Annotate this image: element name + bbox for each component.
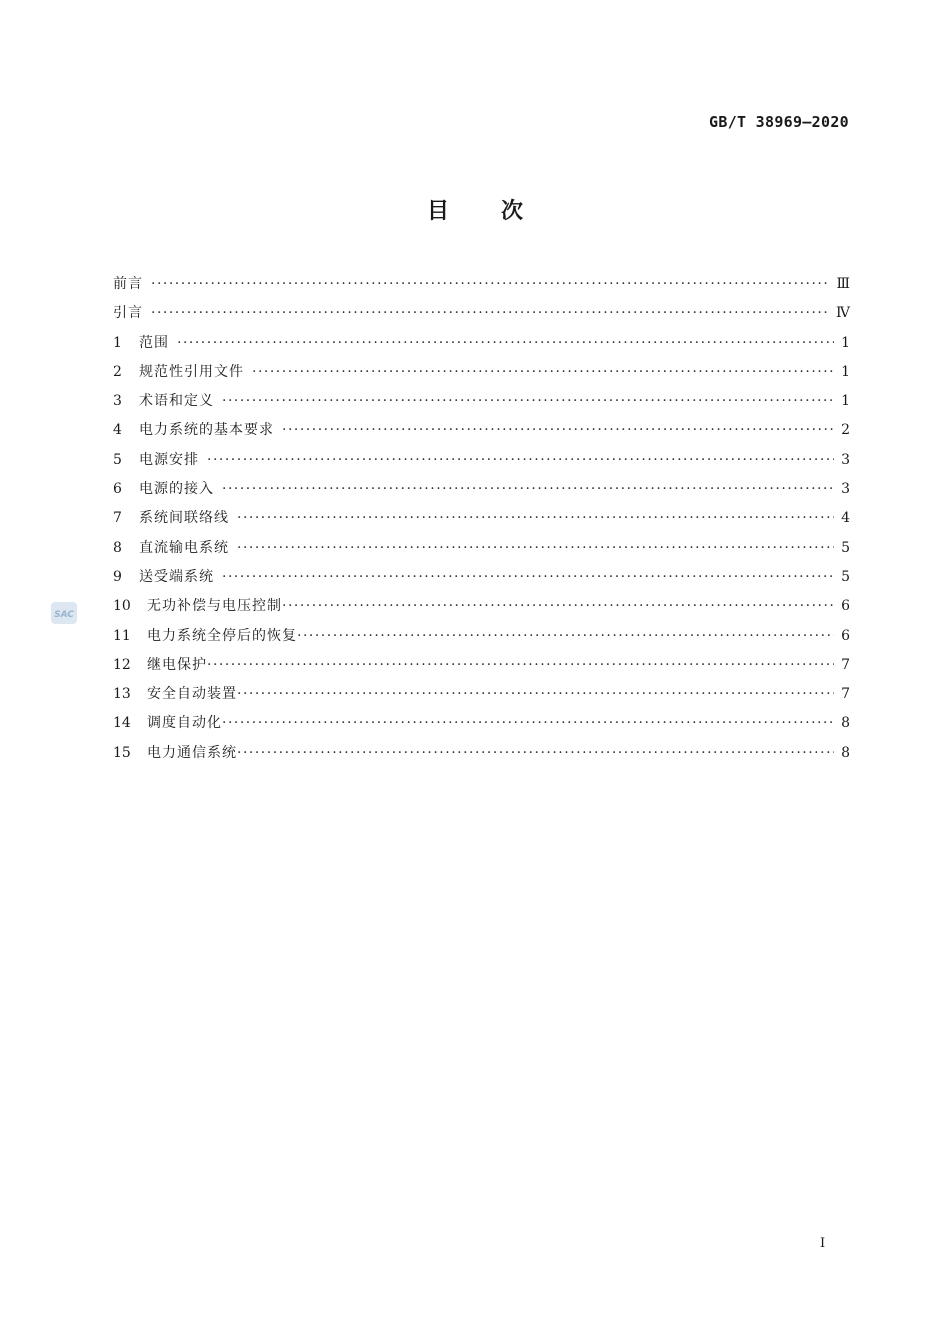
toc-entry-number: 2 bbox=[113, 363, 122, 380]
toc-entry-number: 13 bbox=[113, 686, 131, 703]
toc-entry-number: 1 bbox=[113, 334, 122, 351]
toc-leader-dots bbox=[222, 387, 834, 416]
toc-entry-15[interactable] bbox=[113, 739, 850, 768]
standard-number: GB/T 38969—2020 bbox=[709, 113, 849, 131]
toc-entry-number: 7 bbox=[113, 510, 122, 527]
toc-entry-page: 4 bbox=[841, 510, 850, 527]
toc-entry-number: 3 bbox=[113, 393, 122, 410]
toc-entry-label: 电力通信系统 bbox=[147, 744, 237, 761]
toc-entry-page: 2 bbox=[841, 422, 850, 439]
toc-entry-11[interactable] bbox=[113, 622, 850, 651]
toc-entry-label: 电源安排 bbox=[139, 451, 199, 468]
toc-entry-10[interactable] bbox=[113, 592, 850, 621]
toc-leader-dots bbox=[207, 651, 834, 680]
toc-entry-label: 电力系统全停后的恢复 bbox=[147, 627, 297, 644]
toc-entry-page: Ⅳ bbox=[836, 305, 850, 322]
toc-entry-6[interactable] bbox=[113, 475, 850, 504]
toc-entry-page: 8 bbox=[841, 744, 850, 761]
toc-leader-dots bbox=[151, 270, 830, 299]
toc-entry-9[interactable] bbox=[113, 563, 850, 592]
toc-entry-number: 8 bbox=[113, 539, 122, 556]
toc-entry-label: 电力系统的基本要求 bbox=[139, 422, 274, 439]
toc-entry-page: 1 bbox=[841, 334, 850, 351]
toc-entry-label: 规范性引用文件 bbox=[139, 363, 244, 380]
toc-entry-5[interactable] bbox=[113, 446, 850, 475]
toc-entry-page: 6 bbox=[841, 627, 850, 644]
toc-entry-page: 1 bbox=[841, 363, 850, 380]
toc-entry-label: 无功补偿与电压控制 bbox=[147, 598, 282, 615]
toc-entry-1[interactable] bbox=[113, 329, 850, 358]
toc-entry-number: 4 bbox=[113, 422, 122, 439]
toc-entry-number: 5 bbox=[113, 451, 122, 468]
toc-entry-page: 7 bbox=[841, 686, 850, 703]
toc-entry-number: 15 bbox=[113, 744, 131, 761]
toc-leader-dots bbox=[222, 475, 834, 504]
toc-entry-label: 前言 bbox=[113, 276, 143, 292]
toc-entry-3[interactable] bbox=[113, 387, 850, 416]
toc-entry-page: 3 bbox=[841, 481, 850, 498]
toc-leader-dots bbox=[252, 358, 834, 387]
toc-entry-page: 8 bbox=[841, 715, 850, 732]
toc-leader-dots bbox=[177, 329, 834, 358]
sac-logo-mark bbox=[53, 607, 75, 619]
toc-leader-dots bbox=[282, 592, 834, 621]
table-of-contents bbox=[113, 270, 850, 768]
toc-entry-number: 11 bbox=[113, 627, 131, 644]
toc-leader-dots bbox=[222, 709, 834, 738]
toc-title: 目次 bbox=[426, 199, 575, 224]
toc-entry-7[interactable] bbox=[113, 504, 850, 533]
page-number: I bbox=[820, 1236, 826, 1251]
toc-entry-label: 送受端系统 bbox=[139, 568, 214, 585]
toc-leader-dots bbox=[151, 299, 830, 328]
toc-entry-number: 9 bbox=[113, 568, 122, 585]
toc-entry-page: 5 bbox=[841, 539, 850, 556]
toc-entry-label: 范围 bbox=[139, 334, 169, 351]
toc-leader-dots bbox=[237, 739, 834, 768]
toc-entry-page: Ⅲ bbox=[836, 276, 850, 292]
toc-entry-label: 系统间联络线 bbox=[139, 510, 229, 527]
toc-entry-page: 1 bbox=[841, 393, 850, 410]
toc-entry-label: 术语和定义 bbox=[139, 393, 214, 410]
toc-leader-dots bbox=[237, 504, 834, 533]
toc-leader-dots bbox=[222, 563, 834, 592]
toc-entry-page: 7 bbox=[841, 656, 850, 673]
toc-leader-dots bbox=[282, 416, 834, 445]
toc-entry-number: 12 bbox=[113, 656, 131, 673]
sac-logo-text: SAC bbox=[54, 610, 74, 619]
toc-entry-introduction[interactable] bbox=[113, 299, 850, 328]
toc-entry-label: 引言 bbox=[113, 305, 143, 322]
toc-entry-2[interactable] bbox=[113, 358, 850, 387]
toc-entry-label: 安全自动装置 bbox=[147, 686, 237, 703]
toc-entry-label: 继电保护 bbox=[147, 656, 207, 673]
toc-leader-dots bbox=[237, 534, 834, 563]
sac-logo-icon bbox=[51, 602, 77, 624]
toc-entry-label: 电源的接入 bbox=[139, 481, 214, 498]
toc-entry-12[interactable] bbox=[113, 651, 850, 680]
toc-entry-label: 直流输电系统 bbox=[139, 539, 229, 556]
toc-entry-number: 10 bbox=[113, 598, 131, 615]
toc-entry-label: 调度自动化 bbox=[147, 715, 222, 732]
toc-leader-dots bbox=[237, 680, 834, 709]
toc-entry-page: 3 bbox=[841, 451, 850, 468]
toc-leader-dots bbox=[297, 622, 834, 651]
toc-entry-page: 6 bbox=[841, 598, 850, 615]
toc-entry-number: 14 bbox=[113, 715, 131, 732]
toc-entry-14[interactable] bbox=[113, 709, 850, 738]
toc-entry-page: 5 bbox=[841, 568, 850, 585]
toc-entry-number: 6 bbox=[113, 481, 122, 498]
toc-leader-dots bbox=[207, 446, 834, 475]
toc-entry-8[interactable] bbox=[113, 534, 850, 563]
toc-entry-foreword[interactable] bbox=[113, 270, 850, 299]
toc-entry-4[interactable] bbox=[113, 416, 850, 445]
toc-entry-13[interactable] bbox=[113, 680, 850, 709]
